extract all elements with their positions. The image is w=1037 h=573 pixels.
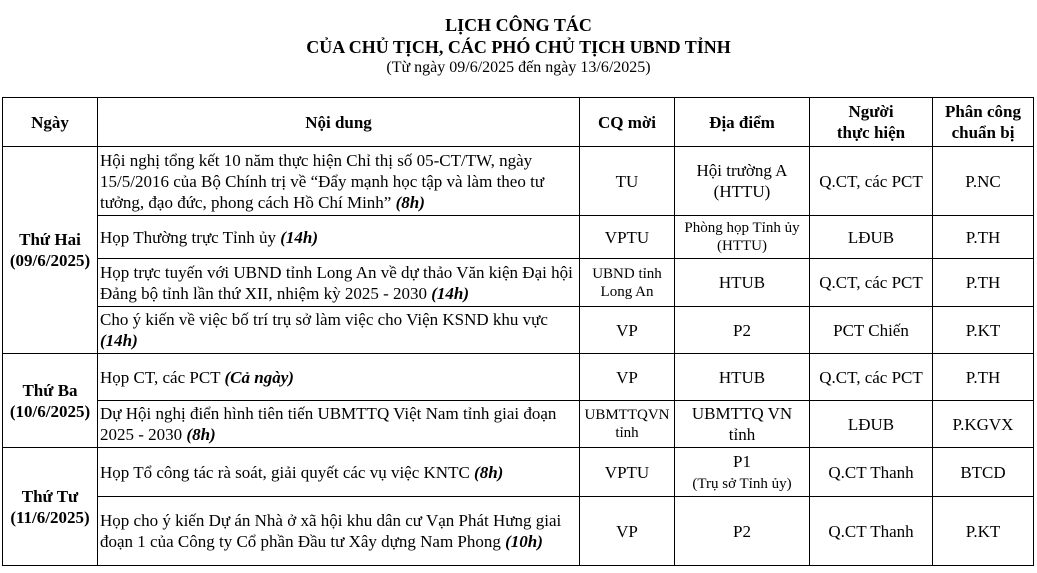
location-cell: UBMTTQ VN tỉnh bbox=[675, 401, 810, 448]
inviter-cell: VP bbox=[580, 307, 675, 354]
prep-cell: P.TH bbox=[933, 354, 1034, 401]
prep-cell: P.KT bbox=[933, 497, 1034, 566]
document-title: LỊCH CÔNG TÁC bbox=[445, 15, 592, 35]
content-cell: Họp trực tuyến với UBND tỉnh Long An về dự thảo Văn kiện Đại hội Đảng bộ tỉnh lần thứ XII, nhiệm kỳ 2025 - 2030 (14h) bbox=[98, 259, 580, 307]
day-cell-tuesday: Thứ Ba (10/6/2025) bbox=[3, 354, 98, 448]
inviter-cell: VP bbox=[580, 497, 675, 566]
header-inviter: CQ mời bbox=[580, 98, 675, 147]
inviter-cell: TU bbox=[580, 147, 675, 216]
document-subtitle: CỦA CHỦ TỊCH, CÁC PHÓ CHỦ TỊCH UBND TỈNH bbox=[306, 37, 731, 57]
inviter-cell: VPTU bbox=[580, 448, 675, 497]
performer-cell: LĐUB bbox=[810, 401, 933, 448]
location-cell: HTUB bbox=[675, 259, 810, 307]
header-performer: Người thực hiện bbox=[810, 98, 933, 147]
performer-cell: Q.CT Thanh bbox=[810, 448, 933, 497]
table-row bbox=[3, 216, 1034, 259]
day-cell-wednesday: Thứ Tư (11/6/2025) bbox=[3, 448, 98, 566]
location-cell: P2 bbox=[675, 307, 810, 354]
date-range: (Từ ngày 09/6/2025 đến ngày 13/6/2025) bbox=[386, 59, 651, 76]
day-cell-monday: Thứ Hai (09/6/2025) bbox=[3, 147, 98, 354]
content-cell: Cho ý kiến về việc bố trí trụ sở làm việc cho Viện KSND khu vực (14h) bbox=[98, 307, 580, 354]
document-header bbox=[0, 14, 1037, 78]
location-cell: HTUB bbox=[675, 354, 810, 401]
table-row bbox=[3, 401, 1034, 448]
table-row bbox=[3, 448, 1034, 497]
table-row bbox=[3, 147, 1034, 216]
prep-cell: P.TH bbox=[933, 259, 1034, 307]
performer-cell: Q.CT Thanh bbox=[810, 497, 933, 566]
table-row bbox=[3, 259, 1034, 307]
performer-cell: PCT Chiến bbox=[810, 307, 933, 354]
location-cell: P1 (Trụ sở Tỉnh ủy) bbox=[675, 448, 810, 497]
table-row bbox=[3, 354, 1034, 401]
prep-cell: P.NC bbox=[933, 147, 1034, 216]
performer-cell: Q.CT, các PCT bbox=[810, 259, 933, 307]
location-cell: Hội trường A (HTTU) bbox=[675, 147, 810, 216]
content-cell: Họp cho ý kiến Dự án Nhà ở xã hội khu dân cư Vạn Phát Hưng giai đoạn 1 của Công ty Cổ phần Đầu tư Xây dựng Nam Phong (10h) bbox=[98, 497, 580, 566]
performer-cell: LĐUB bbox=[810, 216, 933, 259]
prep-cell: P.KGVX bbox=[933, 401, 1034, 448]
content-cell: Họp Tổ công tác rà soát, giải quyết các vụ việc KNTC (8h) bbox=[98, 448, 580, 497]
inviter-cell: UBND tỉnh Long An bbox=[580, 259, 675, 307]
header-day: Ngày bbox=[3, 98, 98, 147]
inviter-cell: VP bbox=[580, 354, 675, 401]
header-location: Địa điểm bbox=[675, 98, 810, 147]
header-preparation: Phân công chuẩn bị bbox=[933, 98, 1034, 147]
table-header-row bbox=[3, 98, 1034, 147]
location-cell: P2 bbox=[675, 497, 810, 566]
table-row bbox=[3, 497, 1034, 566]
prep-cell: P.KT bbox=[933, 307, 1034, 354]
content-cell: Hội nghị tổng kết 10 năm thực hiện Chỉ thị số 05-CT/TW, ngày 15/5/2016 của Bộ Chính trị về “Đẩy mạnh học tập và làm theo tư tưởng, đạo đức, phong cách Hồ Chí Minh” (8h) bbox=[98, 147, 580, 216]
table-row bbox=[3, 307, 1034, 354]
prep-cell: P.TH bbox=[933, 216, 1034, 259]
schedule-table bbox=[2, 97, 1034, 566]
location-cell: Phòng họp Tỉnh ủy (HTTU) bbox=[675, 216, 810, 259]
content-cell: Họp CT, các PCT (Cả ngày) bbox=[98, 354, 580, 401]
content-cell: Họp Thường trực Tỉnh ủy (14h) bbox=[98, 216, 580, 259]
content-cell: Dự Hội nghị điển hình tiên tiến UBMTTQ Việt Nam tỉnh giai đoạn 2025 - 2030 (8h) bbox=[98, 401, 580, 448]
inviter-cell: UBMTTQVN tỉnh bbox=[580, 401, 675, 448]
prep-cell: BTCD bbox=[933, 448, 1034, 497]
performer-cell: Q.CT, các PCT bbox=[810, 147, 933, 216]
inviter-cell: VPTU bbox=[580, 216, 675, 259]
header-content: Nội dung bbox=[98, 98, 580, 147]
performer-cell: Q.CT, các PCT bbox=[810, 354, 933, 401]
